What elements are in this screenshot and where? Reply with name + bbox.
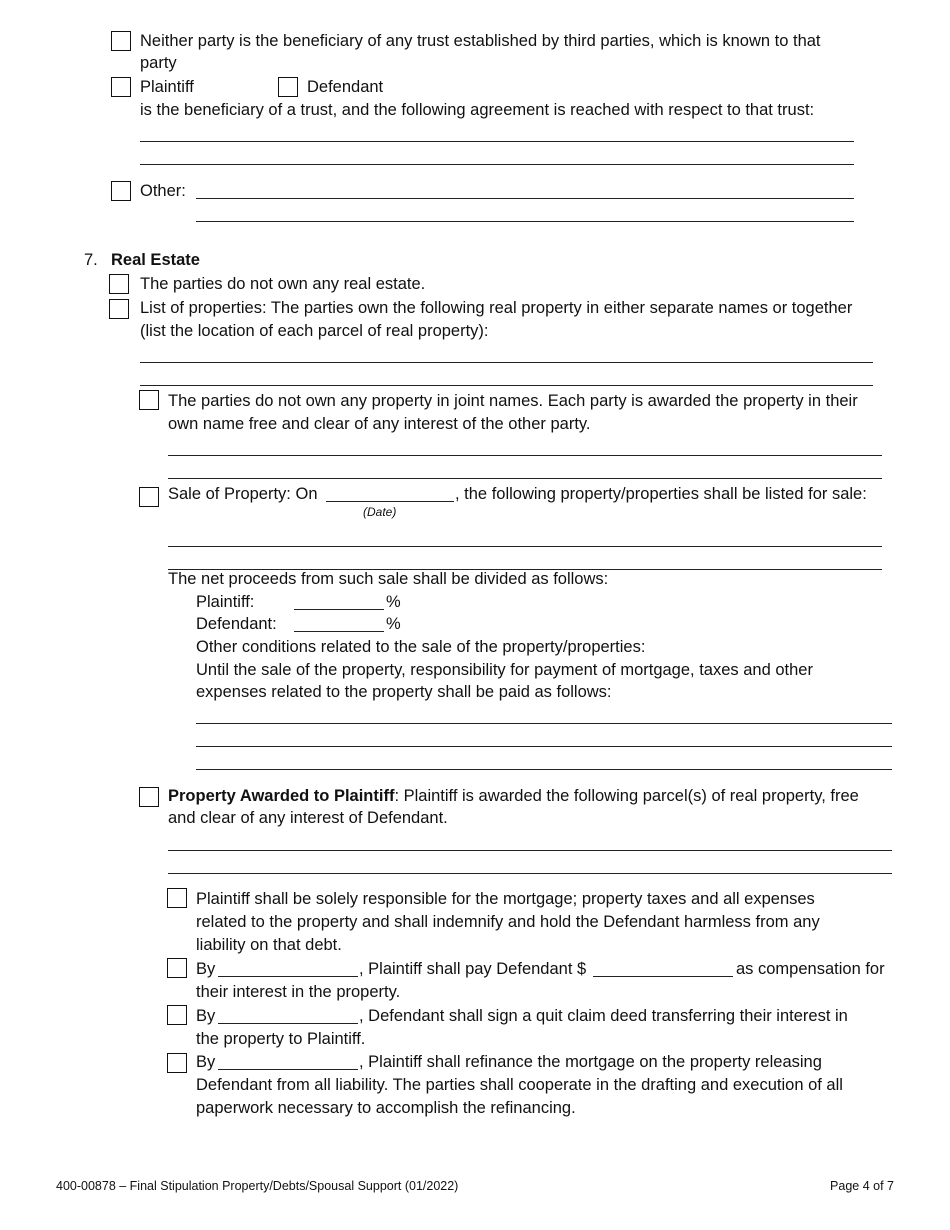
quit-claim-text-cont: the property to Plaintiff.	[196, 1030, 366, 1048]
trust-agreement-line-2[interactable]	[140, 164, 854, 165]
trust-neither-checkbox[interactable]	[111, 31, 131, 51]
proceeds-plaintiff-percent: %	[386, 593, 401, 611]
section-number: 7.	[84, 251, 98, 269]
sole-responsibility-text: Plaintiff shall be solely responsible for the mortgage; property taxes and all expenses	[196, 890, 815, 908]
trust-defendant-label: Defendant	[307, 78, 384, 96]
sale-property-line-1[interactable]	[168, 546, 882, 547]
trust-agreement-line-1[interactable]	[140, 141, 854, 142]
sole-responsibility-text-2: related to the property and shall indemnify and hold the Defendant harmless from any	[196, 913, 820, 931]
until-sale-line-3[interactable]	[196, 769, 892, 770]
quit-claim-text: , Defendant shall sign a quit claim deed transferring their interest in	[359, 1007, 848, 1025]
joint-names-text: The parties do not own any property in joint names. Each party is awarded the property in their	[168, 392, 858, 410]
awarded-plaintiff-text	[168, 785, 859, 807]
list-properties-text: List of properties: The parties own the following real property in either separate names or together	[140, 299, 853, 317]
trust-plaintiff-checkbox[interactable]	[111, 77, 131, 97]
awarded-plaintiff-desc: : Plaintiff is awarded the following parcel(s) of real property, free	[394, 787, 859, 805]
joint-names-line-2[interactable]	[168, 478, 882, 479]
proceeds-defendant-percent: %	[386, 615, 401, 633]
trust-other-line-2[interactable]	[196, 221, 854, 222]
quit-date-line[interactable]	[218, 1023, 358, 1024]
trust-beneficiary-text: is the beneficiary of a trust, and the following agreement is reached with respect to that trust:	[140, 101, 815, 119]
until-sale-line-1[interactable]	[196, 723, 892, 724]
until-sale-text-cont: expenses related to the property shall be paid as follows:	[196, 683, 612, 701]
proceeds-defendant-label: Defendant:	[196, 615, 277, 633]
trust-other-line-1[interactable]	[196, 198, 854, 199]
awarded-line-2[interactable]	[168, 873, 892, 874]
pay-date-line[interactable]	[218, 976, 358, 977]
pay-mid-text: , Plaintiff shall pay Defendant $	[359, 960, 587, 978]
sale-text-start: Sale of Property: On	[168, 485, 318, 503]
date-caption: (Date)	[363, 505, 397, 519]
until-sale-line-2[interactable]	[196, 746, 892, 747]
joint-names-line-1[interactable]	[168, 455, 882, 456]
pay-end-text: as compensation for	[736, 960, 885, 978]
quit-by-label: By	[196, 1007, 216, 1025]
awarded-plaintiff-text-cont: and clear of any interest of Defendant.	[168, 809, 448, 827]
net-proceeds-text: The net proceeds from such sale shall be divided as follows:	[168, 570, 609, 588]
awarded-line-1[interactable]	[168, 850, 892, 851]
until-sale-text: Until the sale of the property, responsibility for payment of mortgage, taxes and other	[196, 661, 813, 679]
sale-checkbox[interactable]	[139, 487, 159, 507]
sole-responsibility-checkbox[interactable]	[167, 888, 187, 908]
no-real-estate-text: The parties do not own any real estate.	[140, 275, 426, 293]
joint-names-text-cont: own name free and clear of any interest of the other party.	[168, 415, 591, 433]
trust-neither-text: Neither party is the beneficiary of any trust established by third parties, which is known to that	[140, 32, 821, 50]
other-conditions-text: Other conditions related to the sale of the property/properties:	[196, 638, 646, 656]
proceeds-plaintiff-label: Plaintiff:	[196, 593, 255, 611]
refinance-checkbox[interactable]	[167, 1053, 187, 1073]
joint-names-checkbox[interactable]	[139, 390, 159, 410]
trust-neither-text-cont: party	[140, 54, 177, 72]
list-properties-text-cont: (list the location of each parcel of real property):	[140, 322, 489, 340]
footer-page-number: Page 4 of 7	[830, 1179, 894, 1193]
proceeds-plaintiff-line[interactable]	[294, 609, 384, 610]
quit-claim-checkbox[interactable]	[167, 1005, 187, 1025]
refinance-text-2: Defendant from all liability. The parties shall cooperate in the drafting and execution of all	[196, 1076, 843, 1094]
pay-by-label: By	[196, 960, 216, 978]
refi-by-label: By	[196, 1053, 216, 1071]
refi-date-line[interactable]	[218, 1069, 358, 1070]
section-heading: Real Estate	[111, 251, 200, 269]
sole-responsibility-text-3: liability on that debt.	[196, 936, 342, 954]
pay-compensation-checkbox[interactable]	[167, 958, 187, 978]
footer-form-id: 400-00878 – Final Stipulation Property/Debts/Spousal Support (01/2022)	[56, 1179, 459, 1193]
list-properties-checkbox[interactable]	[109, 299, 129, 319]
proceeds-defendant-line[interactable]	[294, 631, 384, 632]
properties-line-1[interactable]	[140, 362, 873, 363]
awarded-plaintiff-heading: Property Awarded to Plaintiff	[168, 787, 395, 805]
trust-plaintiff-label: Plaintiff	[140, 78, 194, 96]
pay-amount-line[interactable]	[593, 976, 733, 977]
properties-line-2[interactable]	[140, 385, 873, 386]
pay-text-cont: their interest in the property.	[196, 983, 401, 1001]
awarded-plaintiff-checkbox[interactable]	[139, 787, 159, 807]
sale-date-line[interactable]	[326, 501, 454, 502]
refinance-text: , Plaintiff shall refinance the mortgage on the property releasing	[359, 1053, 822, 1071]
trust-other-label: Other:	[140, 182, 186, 200]
refinance-text-3: paperwork necessary to accomplish the refinancing.	[196, 1099, 576, 1117]
sale-text-end: , the following property/properties shall be listed for sale:	[455, 485, 867, 503]
no-real-estate-checkbox[interactable]	[109, 274, 129, 294]
trust-defendant-checkbox[interactable]	[278, 77, 298, 97]
trust-other-checkbox[interactable]	[111, 181, 131, 201]
